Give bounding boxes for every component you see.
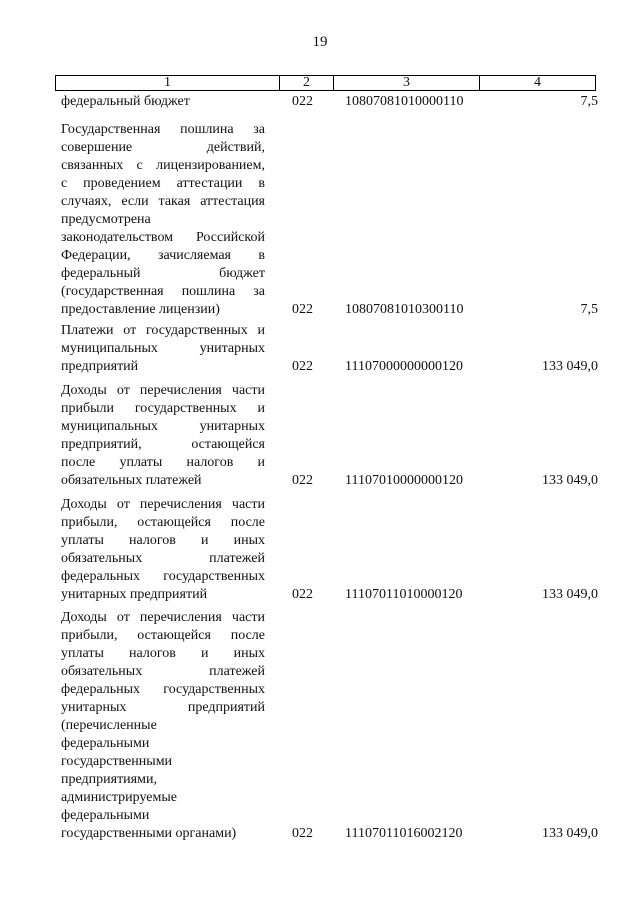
description-line: Платежи от государственных и <box>61 323 265 338</box>
header-col-3: 3 <box>334 76 480 90</box>
description-line: (государственная пошлина за <box>61 284 265 299</box>
row-code: 022 <box>292 473 313 488</box>
description-line: предприятий, остающейся <box>61 437 265 452</box>
description-line: федеральных государственных <box>61 682 265 697</box>
row-kbk: 11107011010000120 <box>345 587 463 602</box>
row-code: 022 <box>292 94 313 109</box>
table-row <box>0 382 640 490</box>
row-kbk: 10807081010300110 <box>345 302 464 317</box>
description-line: связанных с лицензированием, <box>61 158 265 173</box>
row-description <box>61 121 265 319</box>
row-description <box>61 93 265 111</box>
description-line: федеральный бюджет <box>61 94 190 109</box>
row-description <box>61 322 265 376</box>
description-line: прибыли, остающейся после <box>61 628 265 643</box>
description-line: прибыли, остающейся после <box>61 515 265 530</box>
row-description <box>61 609 265 843</box>
row-code: 022 <box>292 587 313 602</box>
row-kbk: 11107000000000120 <box>345 359 463 374</box>
row-amount: 7,5 <box>580 94 598 109</box>
header-col-1: 1 <box>56 76 280 90</box>
description-line: государственными органами) <box>61 826 237 841</box>
description-line: Доходы от перечисления части <box>61 497 265 512</box>
header-col-4: 4 <box>534 75 541 90</box>
row-code: 022 <box>292 359 313 374</box>
row-kbk: 10807081010000110 <box>345 94 464 109</box>
description-line: уплаты налогов и иных <box>61 533 265 548</box>
page-number: 19 <box>312 34 328 50</box>
description-line: законодательством Российской <box>61 230 265 245</box>
row-amount: 133 049,0 <box>542 359 598 374</box>
description-line: с проведением аттестации в <box>61 176 265 191</box>
table-row <box>0 121 640 319</box>
description-line: Доходы от перечисления части <box>61 610 265 625</box>
row-amount: 133 049,0 <box>542 587 598 602</box>
description-line: Федерации, зачисляемая в <box>61 248 265 263</box>
row-kbk: 11107011016002120 <box>345 826 463 841</box>
row-code: 022 <box>292 302 313 317</box>
description-line: (перечисленные <box>61 718 157 733</box>
row-description <box>61 382 265 490</box>
description-line: предоставление лицензии) <box>61 302 220 317</box>
description-line: прибыли государственных и <box>61 401 265 416</box>
row-amount: 133 049,0 <box>542 473 598 488</box>
description-line: государственными <box>61 754 173 769</box>
description-line: администрируемые <box>61 790 177 805</box>
description-line: Государственная пошлина за <box>61 122 265 137</box>
description-line: муниципальных унитарных <box>61 341 265 356</box>
description-line: совершение действий, <box>61 140 265 155</box>
description-line: предусмотрена <box>61 212 151 227</box>
table-row <box>0 609 640 843</box>
table-header <box>55 75 596 91</box>
row-amount: 133 049,0 <box>542 826 598 841</box>
description-line: унитарных предприятий <box>61 587 208 602</box>
table-row <box>0 496 640 604</box>
header-col-2: 2 <box>280 76 334 90</box>
description-line: федеральными <box>61 736 150 751</box>
description-line: Доходы от перечисления части <box>61 383 265 398</box>
description-line: случаях, если такая аттестация <box>61 194 265 209</box>
description-line: муниципальных унитарных <box>61 419 265 434</box>
table-row <box>0 93 640 111</box>
table-row <box>0 322 640 376</box>
description-line: федеральных государственных <box>61 569 265 584</box>
row-amount: 7,5 <box>580 302 598 317</box>
description-line: после уплаты налогов и <box>61 455 265 470</box>
description-line: обязательных платежей <box>61 473 202 488</box>
description-line: унитарных предприятий <box>61 700 265 715</box>
description-line: предприятий <box>61 359 139 374</box>
description-line: обязательных платежей <box>61 664 265 679</box>
description-line: федеральный бюджет <box>61 266 265 281</box>
row-code: 022 <box>292 826 313 841</box>
description-line: обязательных платежей <box>61 551 265 566</box>
row-kbk: 11107010000000120 <box>345 473 463 488</box>
description-line: предприятиями, <box>61 772 157 787</box>
description-line: федеральными <box>61 808 150 823</box>
description-line: уплаты налогов и иных <box>61 646 265 661</box>
row-description <box>61 496 265 604</box>
